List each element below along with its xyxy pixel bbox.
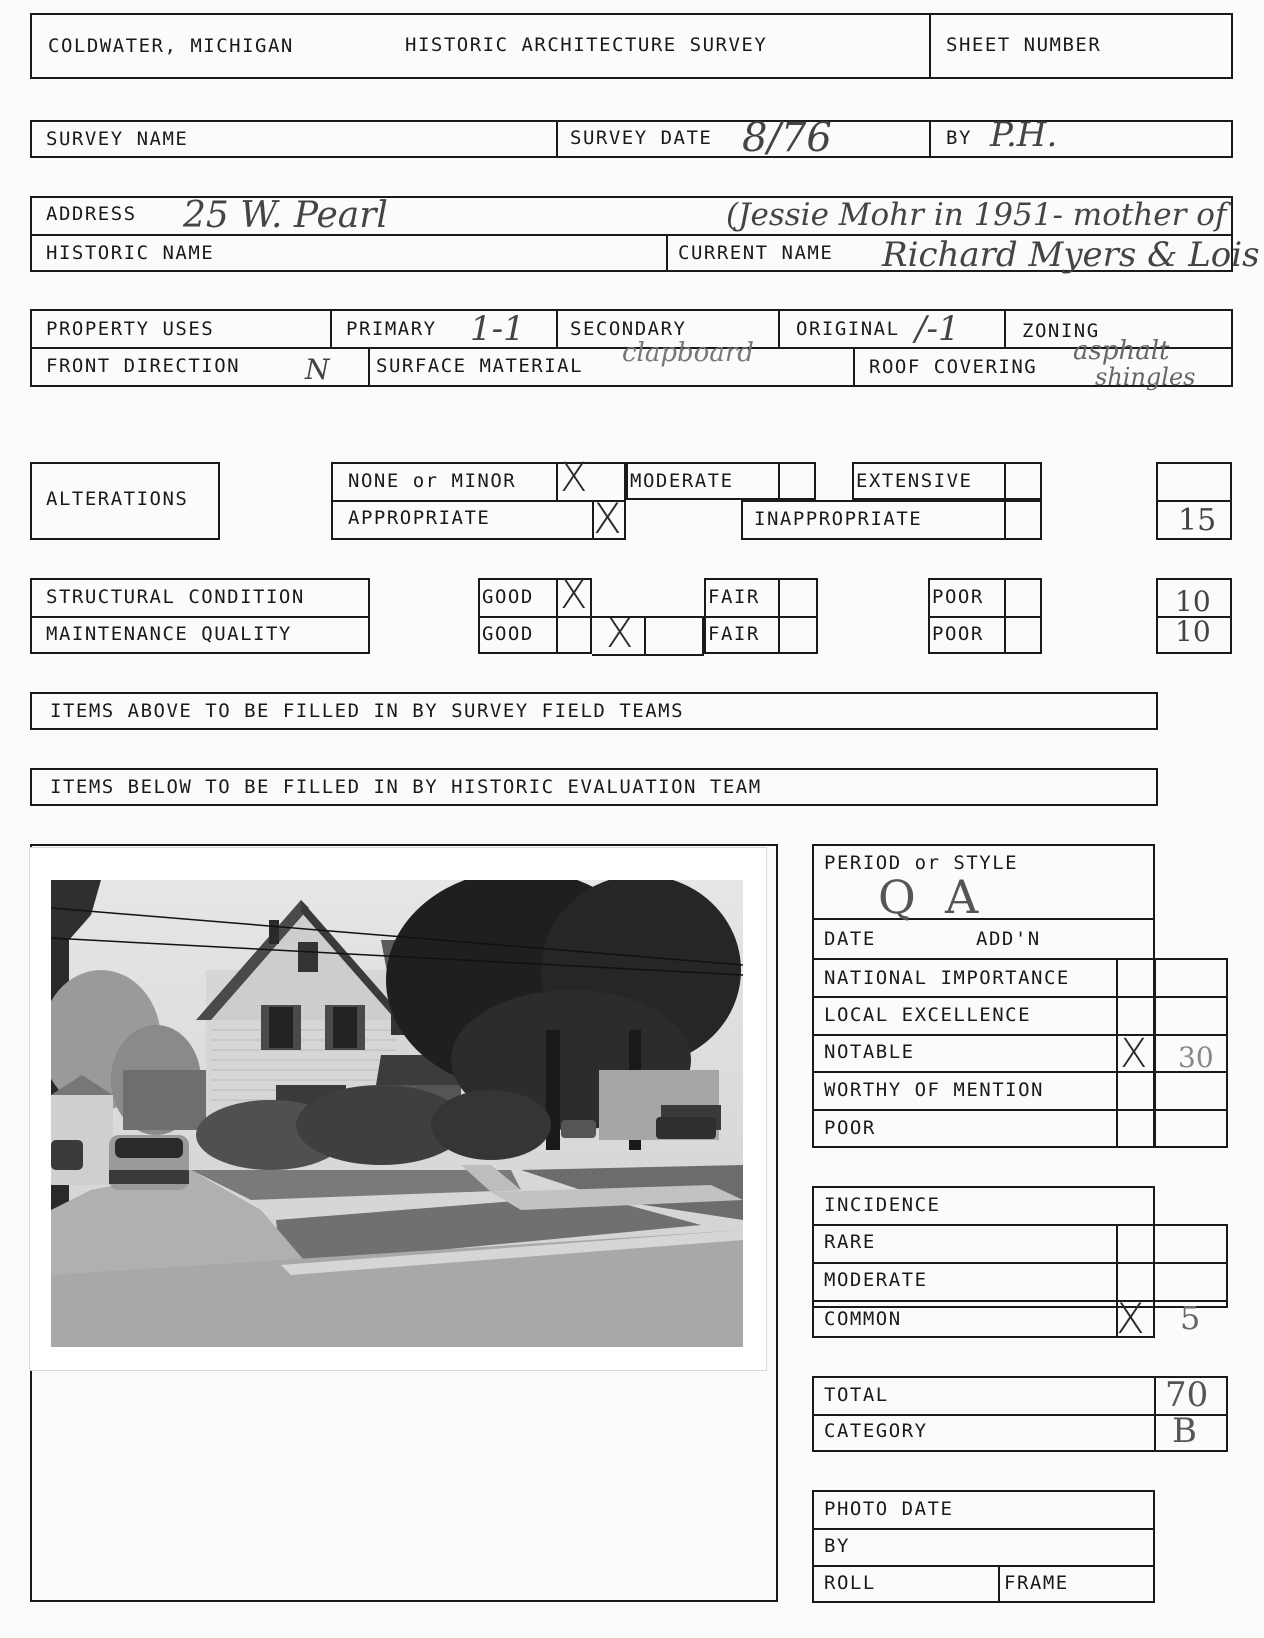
surface-material-label: SURFACE MATERIAL [376,355,584,377]
structural-condition-label: STRUCTURAL CONDITION [46,586,305,608]
period-style-label: PERIOD or STYLE [824,852,1019,874]
survey-by-label: BY [946,127,972,149]
current-name-label: CURRENT NAME [678,242,834,264]
maintenance-middle-mark: X [606,611,634,657]
importance-poor-label: POOR [824,1117,876,1139]
structural-fair-label: FAIR [708,586,760,608]
maintenance-score: 10 [1175,615,1211,648]
rare-label: RARE [824,1231,876,1253]
structural-good-mark: X [560,572,588,618]
historic-name-label: HISTORIC NAME [46,242,215,264]
address-note: (Jessie Mohr in 1951- mother of [726,197,1227,233]
survey-date-label: SURVEY DATE [570,127,713,149]
alt-moderate-label: MODERATE [630,470,734,492]
worthy-of-mention-label: WORTHY OF MENTION [824,1079,1044,1101]
total-value: 70 [1165,1375,1209,1415]
alt-none-minor-mark: X [560,455,588,501]
survey-name-label: SURVEY NAME [46,128,189,150]
category-value: B [1172,1411,1197,1451]
current-name-value: Richard Myers & Lois [882,235,1260,275]
form-title: HISTORIC ARCHITECTURE SURVEY [405,34,768,56]
category-label: CATEGORY [824,1420,928,1442]
alt-appropriate-mark: X [593,494,622,543]
survey-date-value: 8/76 [742,115,832,161]
notable-mark: X [1120,1031,1148,1077]
alt-appropriate-label: APPROPRIATE [348,507,491,529]
note-above: ITEMS ABOVE TO BE FILLED IN BY SURVEY FIELD TEAMS [50,700,685,722]
maintenance-good-label: GOOD [482,623,534,645]
notable-label: NOTABLE [824,1041,915,1063]
property-uses-label: PROPERTY USES [46,318,215,340]
maintenance-fair-label: FAIR [708,623,760,645]
roof-covering-label: ROOF COVERING [869,356,1038,378]
note-below: ITEMS BELOW TO BE FILLED IN BY HISTORIC EVALUATION TEAM [50,776,762,798]
addn-label: ADD'N [976,928,1041,950]
original-value: /-1 [915,309,960,349]
common-mark: X [1116,1294,1145,1343]
local-excellence-label: LOCAL EXCELLENCE [824,1004,1032,1026]
secondary-label: SECONDARY [570,318,687,340]
structural-score: 10 [1175,585,1211,618]
maintenance-quality-label: MAINTENANCE QUALITY [46,623,292,645]
front-direction-value: N [305,353,330,386]
zoning-label: ZONING [1022,320,1100,342]
alt-score: 15 [1178,503,1217,538]
incidence-label: INCIDENCE [824,1194,941,1216]
roof-covering-value-1: asphalt [1073,336,1170,366]
notable-score: 30 [1178,1041,1214,1074]
alt-inappropriate-label: INAPPROPRIATE [754,508,923,530]
primary-label: PRIMARY [346,318,437,340]
national-importance-label: NATIONAL IMPORTANCE [824,967,1070,989]
alt-extensive-label: EXTENSIVE [856,470,973,492]
roof-covering-value-2: shingles [1095,363,1196,391]
alt-none-minor-label: NONE or MINOR [348,470,517,492]
date-label: DATE [824,928,876,950]
house-photo [51,880,743,1347]
photo-date-label: PHOTO DATE [824,1498,954,1520]
incidence-moderate-label: MODERATE [824,1269,928,1291]
maintenance-poor-label: POOR [932,623,984,645]
frame-label: FRAME [1004,1572,1069,1594]
structural-good-label: GOOD [482,586,534,608]
structural-poor-label: POOR [932,586,984,608]
surface-material-value: clapboard [622,338,754,368]
alterations-label: ALTERATIONS [46,488,189,510]
photo-by-label: BY [824,1535,850,1557]
roll-label: ROLL [824,1572,876,1594]
sheet-number-label: SHEET NUMBER [946,34,1102,56]
total-label: TOTAL [824,1384,889,1406]
address-value: 25 W. Pearl [183,195,388,236]
front-direction-label: FRONT DIRECTION [46,355,241,377]
survey-by-value: P.H. [990,115,1058,155]
common-label: COMMON [824,1308,902,1330]
address-label: ADDRESS [46,203,137,225]
period-style-value: Q A [878,870,979,924]
primary-value: 1-1 [470,309,525,349]
city-label: COLDWATER, MICHIGAN [48,35,294,57]
original-label: ORIGINAL [796,318,900,340]
common-score: 5 [1180,1299,1201,1337]
